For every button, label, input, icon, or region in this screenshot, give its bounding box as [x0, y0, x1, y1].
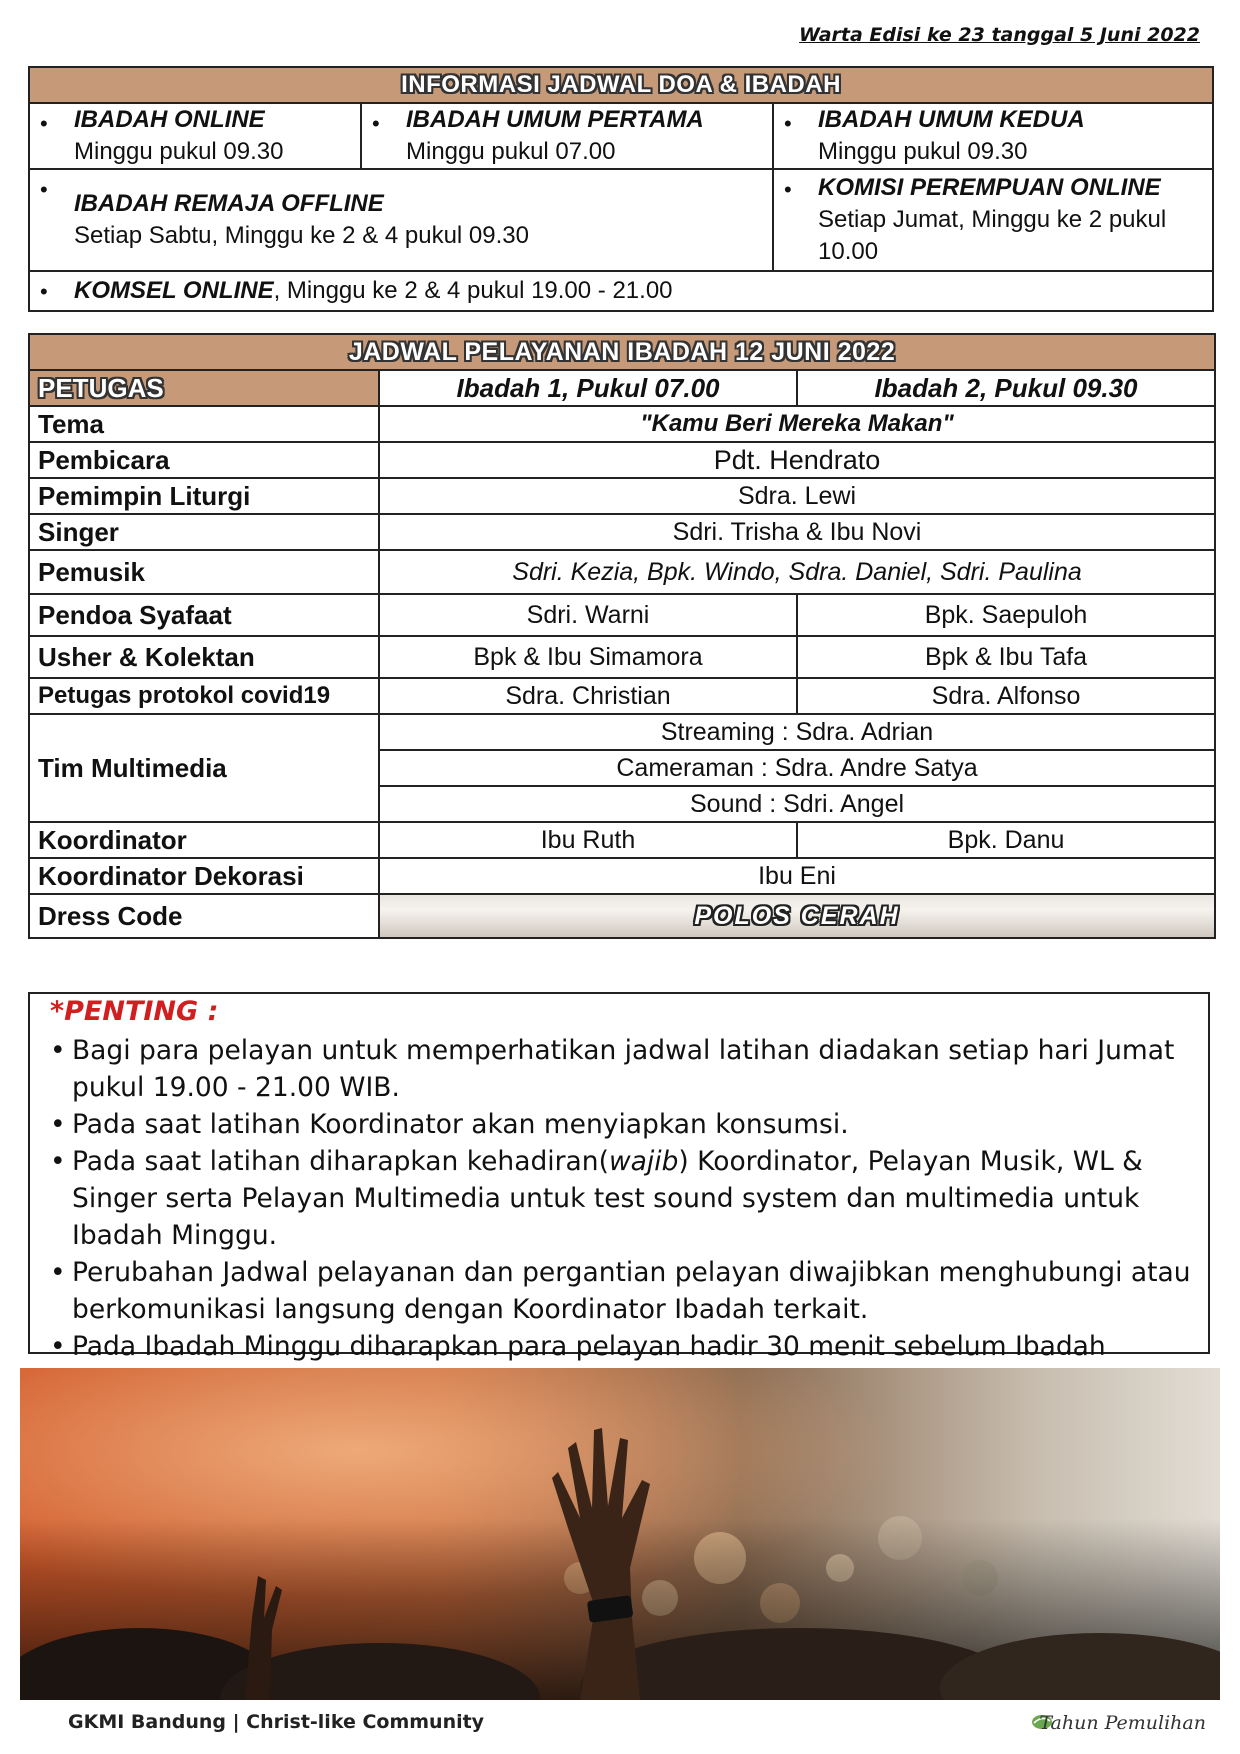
info-item-title: IBADAH ONLINE — [74, 106, 265, 133]
info-item-detail: Minggu pukul 07.00 — [406, 138, 616, 165]
row-label: Petugas protokol covid19 — [29, 678, 379, 714]
coordinator-ibadah-1: Ibu Ruth — [379, 822, 797, 858]
row-label: Usher & Kolektan — [29, 636, 379, 678]
row-label: Pemimpin Liturgi — [29, 478, 379, 514]
notice-item: • Pada saat latihan diharapkan kehadiran(wajib) Koordinator, Pelayan Musik, WL & Singer serta Pelayan Multimedia untuk test sound system dan multimedia untuk Ibadah Minggu. — [50, 1143, 1200, 1254]
liturgist-value: Sdra. Lewi — [379, 478, 1215, 514]
intercessor-ibadah-2: Bpk. Saepuloh — [797, 594, 1215, 636]
info-item-title: KOMISI PEREMPUAN ONLINE — [818, 174, 1161, 201]
usher-ibadah-2: Bpk & Ibu Tafa — [797, 636, 1215, 678]
worship-photo — [20, 1368, 1220, 1700]
multimedia-cameraman: Cameraman : Sdra. Andre Satya — [379, 750, 1215, 786]
info-schedule-table — [28, 66, 1214, 312]
footer-church-name: GKMI Bandung | Christ-like Community — [68, 1711, 485, 1733]
info-item-detail: Minggu pukul 09.30 — [818, 138, 1028, 165]
notice-item: • Perubahan Jadwal pelayanan dan pergantian pelayan diwajibkan menghubungi atau berkomunikasi langsung dengan Koordinator Ibadah terkait. — [50, 1254, 1200, 1328]
info-item: • KOMISI PEREMPUAN ONLINE Setiap Jumat, Minggu ke 2 pukul 10.00 — [773, 169, 1213, 271]
info-table-title: INFORMASI JADWAL DOA & IBADAH — [29, 67, 1213, 103]
usher-ibadah-1: Bpk & Ibu Simamora — [379, 636, 797, 678]
musician-value: Sdri. Kezia, Bpk. Windo, Sdra. Daniel, Sdri. Paulina — [379, 550, 1215, 594]
row-label: Koordinator — [29, 822, 379, 858]
decoration-coordinator-value: Ibu Eni — [379, 858, 1215, 894]
info-item-detail: Setiap Sabtu, Minggu ke 2 & 4 pukul 09.30 — [74, 222, 529, 249]
schedule-title: JADWAL PELAYANAN IBADAH 12 JUNI 2022 — [29, 334, 1215, 370]
row-label: Pendoa Syafaat — [29, 594, 379, 636]
info-item-detail: , Minggu ke 2 & 4 pukul 19.00 - 21.00 — [273, 277, 673, 304]
service-schedule-table — [28, 333, 1216, 939]
info-item-title: KOMSEL ONLINE — [74, 277, 274, 304]
notice-item: • Pada Ibadah Minggu diharapkan para pelayan hadir 30 menit sebelum Ibadah — [50, 1328, 1200, 1402]
notice-item: • Bagi para pelayan untuk memperhatikan jadwal latihan diadakan setiap hari Jumat pukul 19.00 - 21.00 WIB. — [50, 1032, 1200, 1106]
info-item-title: IBADAH UMUM KEDUA — [818, 106, 1085, 133]
info-item-detail: Minggu pukul 09.30 — [74, 138, 284, 165]
row-label: Singer — [29, 514, 379, 550]
coordinator-ibadah-2: Bpk. Danu — [797, 822, 1215, 858]
footer-theme: Tahun Pemulihan — [1039, 1712, 1206, 1734]
info-item-title: IBADAH REMAJA OFFLINE — [74, 190, 384, 217]
row-label: Pembicara — [29, 442, 379, 478]
speaker-value: Pdt. Hendrato — [379, 442, 1215, 478]
notice-item: • Pada saat latihan Koordinator akan menyiapkan konsumsi. — [50, 1106, 1200, 1143]
intercessor-ibadah-1: Sdri. Warni — [379, 594, 797, 636]
row-label: Pemusik — [29, 550, 379, 594]
multimedia-streaming: Streaming : Sdra. Adrian — [379, 714, 1215, 750]
row-label: Koordinator Dekorasi — [29, 858, 379, 894]
row-label: Tema — [29, 406, 379, 442]
singer-value: Sdri. Trisha & Ibu Novi — [379, 514, 1215, 550]
notice-list — [50, 1032, 1200, 1402]
notice-title: *PENTING : — [50, 996, 219, 1027]
important-notice-box — [28, 992, 1210, 1362]
theme-value: "Kamu Beri Mereka Makan" — [379, 406, 1215, 442]
edition-line: Warta Edisi ke 23 tanggal 5 Juni 2022 — [799, 24, 1200, 46]
column-header-petugas: PETUGAS — [29, 370, 379, 406]
column-header-ibadah-2: Ibadah 2, Pukul 09.30 — [797, 370, 1215, 406]
info-item: • KOMSEL ONLINE, Minggu ke 2 & 4 pukul 19.00 - 21.00 — [29, 271, 1213, 311]
info-item: • IBADAH ONLINE Minggu pukul 09.30 — [29, 103, 361, 169]
row-label: Dress Code — [29, 894, 379, 938]
column-header-ibadah-1: Ibadah 1, Pukul 07.00 — [379, 370, 797, 406]
info-item: • IBADAH UMUM PERTAMA Minggu pukul 07.00 — [361, 103, 773, 169]
protocol-ibadah-2: Sdra. Alfonso — [797, 678, 1215, 714]
info-item-detail: Setiap Jumat, Minggu ke 2 pukul 10.00 — [818, 206, 1167, 265]
info-item: • IBADAH UMUM KEDUA Minggu pukul 09.30 — [773, 103, 1213, 169]
info-item: • IBADAH REMAJA OFFLINE Setiap Sabtu, Minggu ke 2 & 4 pukul 09.30 — [29, 169, 773, 271]
info-item-title: IBADAH UMUM PERTAMA — [406, 106, 704, 133]
row-label: Tim Multimedia — [29, 714, 379, 822]
dress-code-value: POLOS CERAH — [379, 894, 1215, 938]
protocol-ibadah-1: Sdra. Christian — [379, 678, 797, 714]
multimedia-sound: Sound : Sdri. Angel — [379, 786, 1215, 822]
